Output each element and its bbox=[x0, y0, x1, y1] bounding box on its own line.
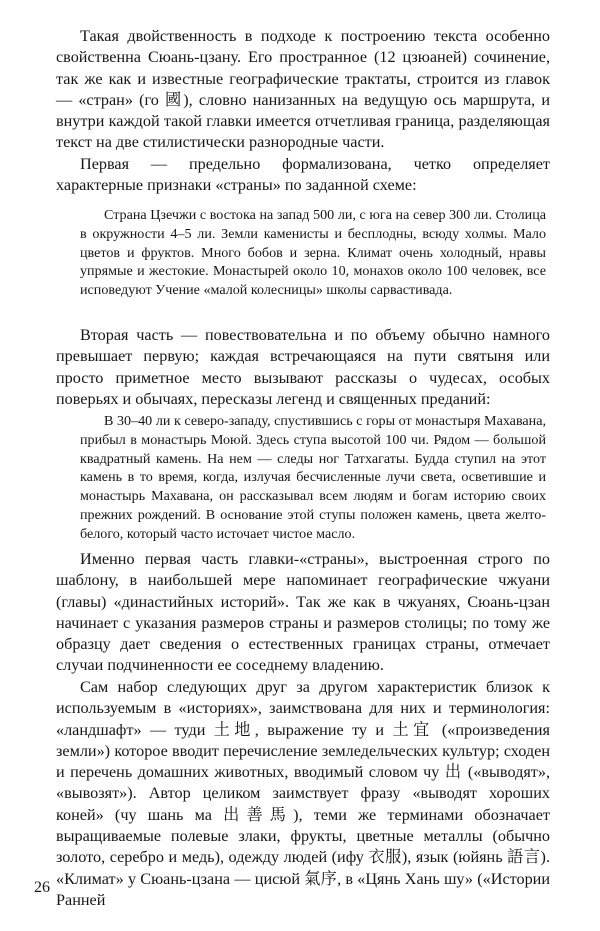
page-number: 26 bbox=[34, 879, 50, 896]
paragraph-2: Первая — предельно формализована, четко определяет характерные признаки «страны» по заданной схеме: bbox=[56, 155, 550, 195]
paragraph-1: Такая двойственность в подходе к построению текста особенно свойственна Сюань-цзану. Его пространное (12 цзюаней) сочинение, так же как и известные географические трактаты, строится из главок — «стран» (го 國), словно нанизанных на ведущую ось маршрута, и внутри каждой такой главки имеется отчетливая граница, разделяющая текст на две стилистически разнородные части. bbox=[56, 27, 550, 152]
paragraph-4: Именно первая часть главки-«страны», выстроенная строго по шаблону, в наибольшей мере напоминает географические чжуани (главы) «династийных историй». Так же как в чжуанях, Сюань-цзан начинает с указания размеров страны и размеров столицы; по тому же образцу дает сведения о естественных границах страны, отмечает случаи подчиненности ее соседнему владению. bbox=[56, 550, 550, 675]
paragraph-5: Сам набор следующих друг за другом характеристик близок к используемым в «историях», заимствована для них и терминология: «ландшафт» — туди 土地, выражение ту и 土宜 («произведения земли») которое вводит перечисление земледельческих культур; сходен и перечень домашних животных, вводимый словом чу 出 («выводят», «вывозят»). Автор целиком заимствует фразу «выводят хороших коней» (чу шань ма 出善馬), теми же терминами обозначает выращиваемые полевые злаки, фрукты, цветные металлы (обычно золото, серебро и медь), одежду людей (ифу 衣服), язык (юйянь 語言). «Климат» у Сюань-цзана — цисюй 氣序, в «Цянь Хань шу» («Истории Ранней bbox=[56, 678, 550, 909]
paragraph-3: Вторая часть — повествовательна и по объему обычно намного превышает первую; каждая встречающаяся на пути святыня или просто приметное место вызывают рассказы о чудесах, особых поверьях и обычаях, пересказы легенд и священных преданий: bbox=[56, 326, 550, 408]
quote-2: В 30–40 ли к северо-западу, спустившись с горы от монастыря Махавана, прибыл в монастырь Моюй. Здесь ступа высотой 100 чи. Рядом — большой квадратный камень. На нем — следы ног Татхагаты. Будда ступил на этот камень в то время, когда, излучая бесчисленные лучи света, осветившие и монастырь Махавана, он рассказывал всем людям и богам историю своих прежних рождений. В основание этой ступы положен камень, цвета желто-белого, который часто источает чистое масло. bbox=[80, 413, 546, 542]
quote-1: Страна Цзечжи с востока на запад 500 ли, с юга на север 300 ли. Столица в окружности 4–5 ли. Земли каменисты и бесплодны, всюду холмы. Мало цветов и фруктов. Много бобов и зерна. Климат очень холодный, нравы упрямые и жестокие. Монастырей около 10, монахов около 100 человек, все исповедуют Учение «малой колесницы» школы сарвастивада. bbox=[80, 207, 546, 299]
